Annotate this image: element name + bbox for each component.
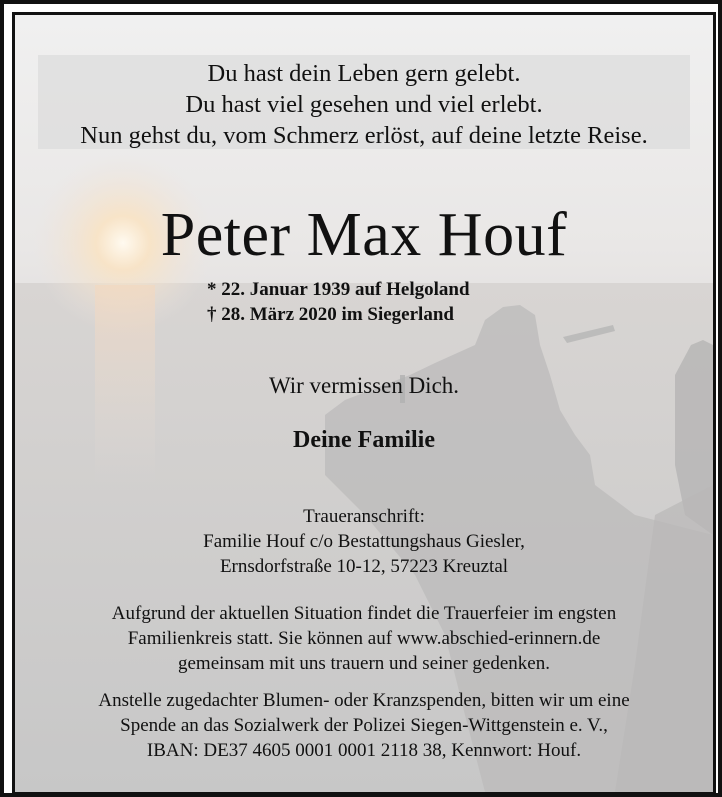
quote-line: Du hast viel gesehen und viel erlebt.: [185, 91, 543, 118]
obituary-panel: [12, 12, 716, 795]
mourning-address: [15, 504, 713, 579]
quote-line: Nun gehst du, vom Schmerz erlöst, auf deine letzte Reise.: [80, 122, 648, 149]
memorial-quote: [38, 55, 690, 149]
donation-line: Anstelle zugedachter Blumen- oder Kranzspenden, bitten wir um eine: [98, 690, 630, 711]
address-line: Familie Houf c/o Bestattungshaus Giesler,: [203, 531, 525, 552]
farewell-message: Wir vermissen Dich.: [268, 373, 460, 398]
birth-date: * 22. Januar 1939 auf Helgoland: [207, 279, 470, 300]
deceased-name: Peter Max Houf: [160, 201, 568, 269]
notice-line: Aufgrund der aktuellen Situation findet die Trauerfeier im engsten: [111, 603, 617, 624]
donation-line: Spende an das Sozialwerk der Polizei Siegen-Wittgenstein e. V.,: [120, 715, 608, 736]
notice-line: gemeinsam mit uns trauern und seiner gedenken.: [178, 653, 550, 674]
donation-request: [15, 688, 713, 763]
notice-line: Familienkreis statt. Sie können auf www.abschied-erinnern.de: [127, 628, 601, 649]
funeral-notice: [15, 601, 713, 676]
donation-line: IBAN: DE37 4605 0001 0001 2118 38, Kennwort: Houf.: [146, 740, 582, 761]
address-line: Traueranschrift:: [303, 506, 425, 527]
address-line: Ernsdorfstraße 10-12, 57223 Kreuztal: [219, 556, 509, 577]
death-date: † 28. März 2020 im Siegerland: [207, 304, 454, 325]
family-signature: Deine Familie: [293, 427, 435, 453]
quote-line: Du hast dein Leben gern gelebt.: [207, 60, 521, 87]
